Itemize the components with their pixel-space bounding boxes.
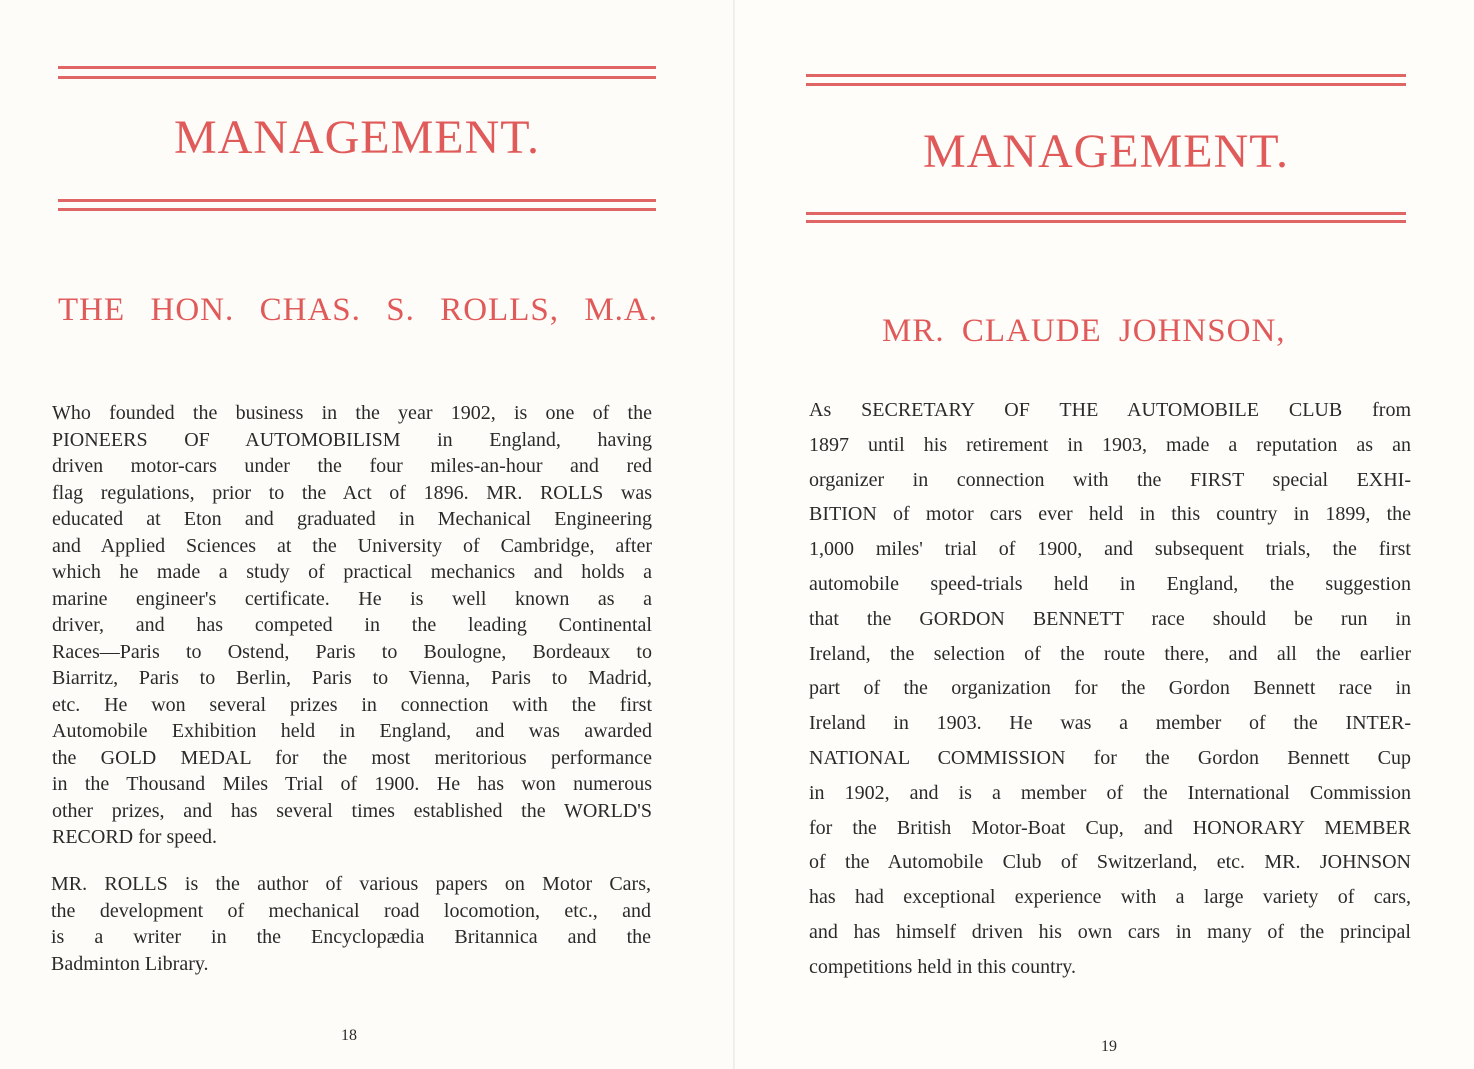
text-line: the GOLD MEDAL for the most meritorious performance <box>52 746 652 769</box>
text-line: organizer in connection with the FIRST special EXHI- <box>809 468 1411 491</box>
page-number: 19 <box>1101 1038 1117 1055</box>
text-line: other prizes, and has several times established the WORLD'S <box>52 799 652 822</box>
text-line: part of the organization for the Gordon Bennett race in <box>809 677 1411 700</box>
text-line: Who founded the business in the year 1902, is one of the <box>52 402 652 424</box>
left-page <box>0 0 735 1069</box>
text-line: 1,000 miles' trial of 1900, and subsequent trials, the first <box>809 538 1411 561</box>
text-line: RECORD for speed. <box>52 826 217 848</box>
text-line: Ireland, the selection of the route there, and all the earlier <box>809 642 1411 665</box>
text-line: NATIONAL COMMISSION for the Gordon Bennett Cup <box>809 746 1411 769</box>
text-line: Automobile Exhibition held in England, and was awarded <box>52 720 652 742</box>
biography-paragraph <box>52 400 652 851</box>
right-page <box>735 0 1474 1069</box>
text-line: is a writer in the Encyclopædia Britannica and the <box>51 926 651 948</box>
biography-paragraph <box>51 871 651 977</box>
person-name: THE HON. CHAS. S. ROLLS, M.A. <box>58 292 658 328</box>
text-line: marine engineer's certificate. He is well known as a <box>52 587 652 610</box>
text-line: Ireland in 1903. He was a member of the INTER- <box>809 712 1411 735</box>
text-line: for the British Motor-Boat Cup, and HONORARY MEMBER <box>809 816 1411 839</box>
text-line: Biarritz, Paris to Berlin, Paris to Vienna, Paris to Madrid, <box>52 667 652 689</box>
top-rule <box>58 66 656 69</box>
bottom-rule <box>806 212 1406 215</box>
text-line: in 1902, and is a member of the International Commission <box>809 781 1411 804</box>
text-line: 1897 until his retirement in 1903, made a reputation as an <box>809 433 1411 456</box>
text-line: etc. He won several prizes in connection with the first <box>52 693 652 716</box>
text-line: of the Automobile Club of Switzerland, etc. MR. JOHNSON <box>809 851 1411 874</box>
text-line: in the Thousand Miles Trial of 1900. He has won numerous <box>52 773 652 795</box>
text-line: PIONEERS OF AUTOMOBILISM in England, having <box>52 428 652 451</box>
text-line: the development of mechanical road locomotion, etc., and <box>51 899 651 922</box>
bottom-rule <box>806 220 1406 223</box>
biography-paragraph <box>809 393 1411 985</box>
text-line: and has himself driven his own cars in many of the principal <box>809 920 1411 943</box>
text-line: which he made a study of practical mechanics and holds a <box>52 561 652 583</box>
text-line: MR. ROLLS is the author of various papers on Motor Cars, <box>51 873 651 895</box>
text-line: driver, and has competed in the leading Continental <box>52 614 652 636</box>
top-rule <box>58 76 656 79</box>
bottom-rule <box>58 199 656 202</box>
text-line: has had exceptional experience with a large variety of cars, <box>809 886 1411 909</box>
text-line: and Applied Sciences at the University of Cambridge, after <box>52 534 652 557</box>
text-line: educated at Eton and graduated in Mechanical Engineering <box>52 508 652 530</box>
text-line: Races—Paris to Ostend, Paris to Boulogne, Bordeaux to <box>52 640 652 663</box>
text-line: BITION of motor cars ever held in this country in 1899, the <box>809 503 1411 526</box>
text-line: As SECRETARY OF THE AUTOMOBILE CLUB from <box>809 399 1411 421</box>
page-heading: MANAGEMENT. <box>922 125 1290 178</box>
text-line: flag regulations, prior to the Act of 1896. MR. ROLLS was <box>52 481 652 504</box>
page-heading: MANAGEMENT. <box>173 111 541 164</box>
page-number: 18 <box>341 1027 357 1044</box>
text-line: competitions held in this country. <box>809 955 1077 978</box>
person-name: MR. CLAUDE JOHNSON, <box>882 313 1286 349</box>
top-rule <box>806 83 1406 86</box>
text-line: driven motor-cars under the four miles-an-hour and red <box>52 455 652 477</box>
bottom-rule <box>58 208 656 211</box>
text-line: automobile speed-trials held in England, the suggestion <box>809 572 1411 595</box>
text-line: Badminton Library. <box>51 952 209 975</box>
top-rule <box>806 74 1406 77</box>
text-line: that the GORDON BENNETT race should be run in <box>809 607 1411 630</box>
